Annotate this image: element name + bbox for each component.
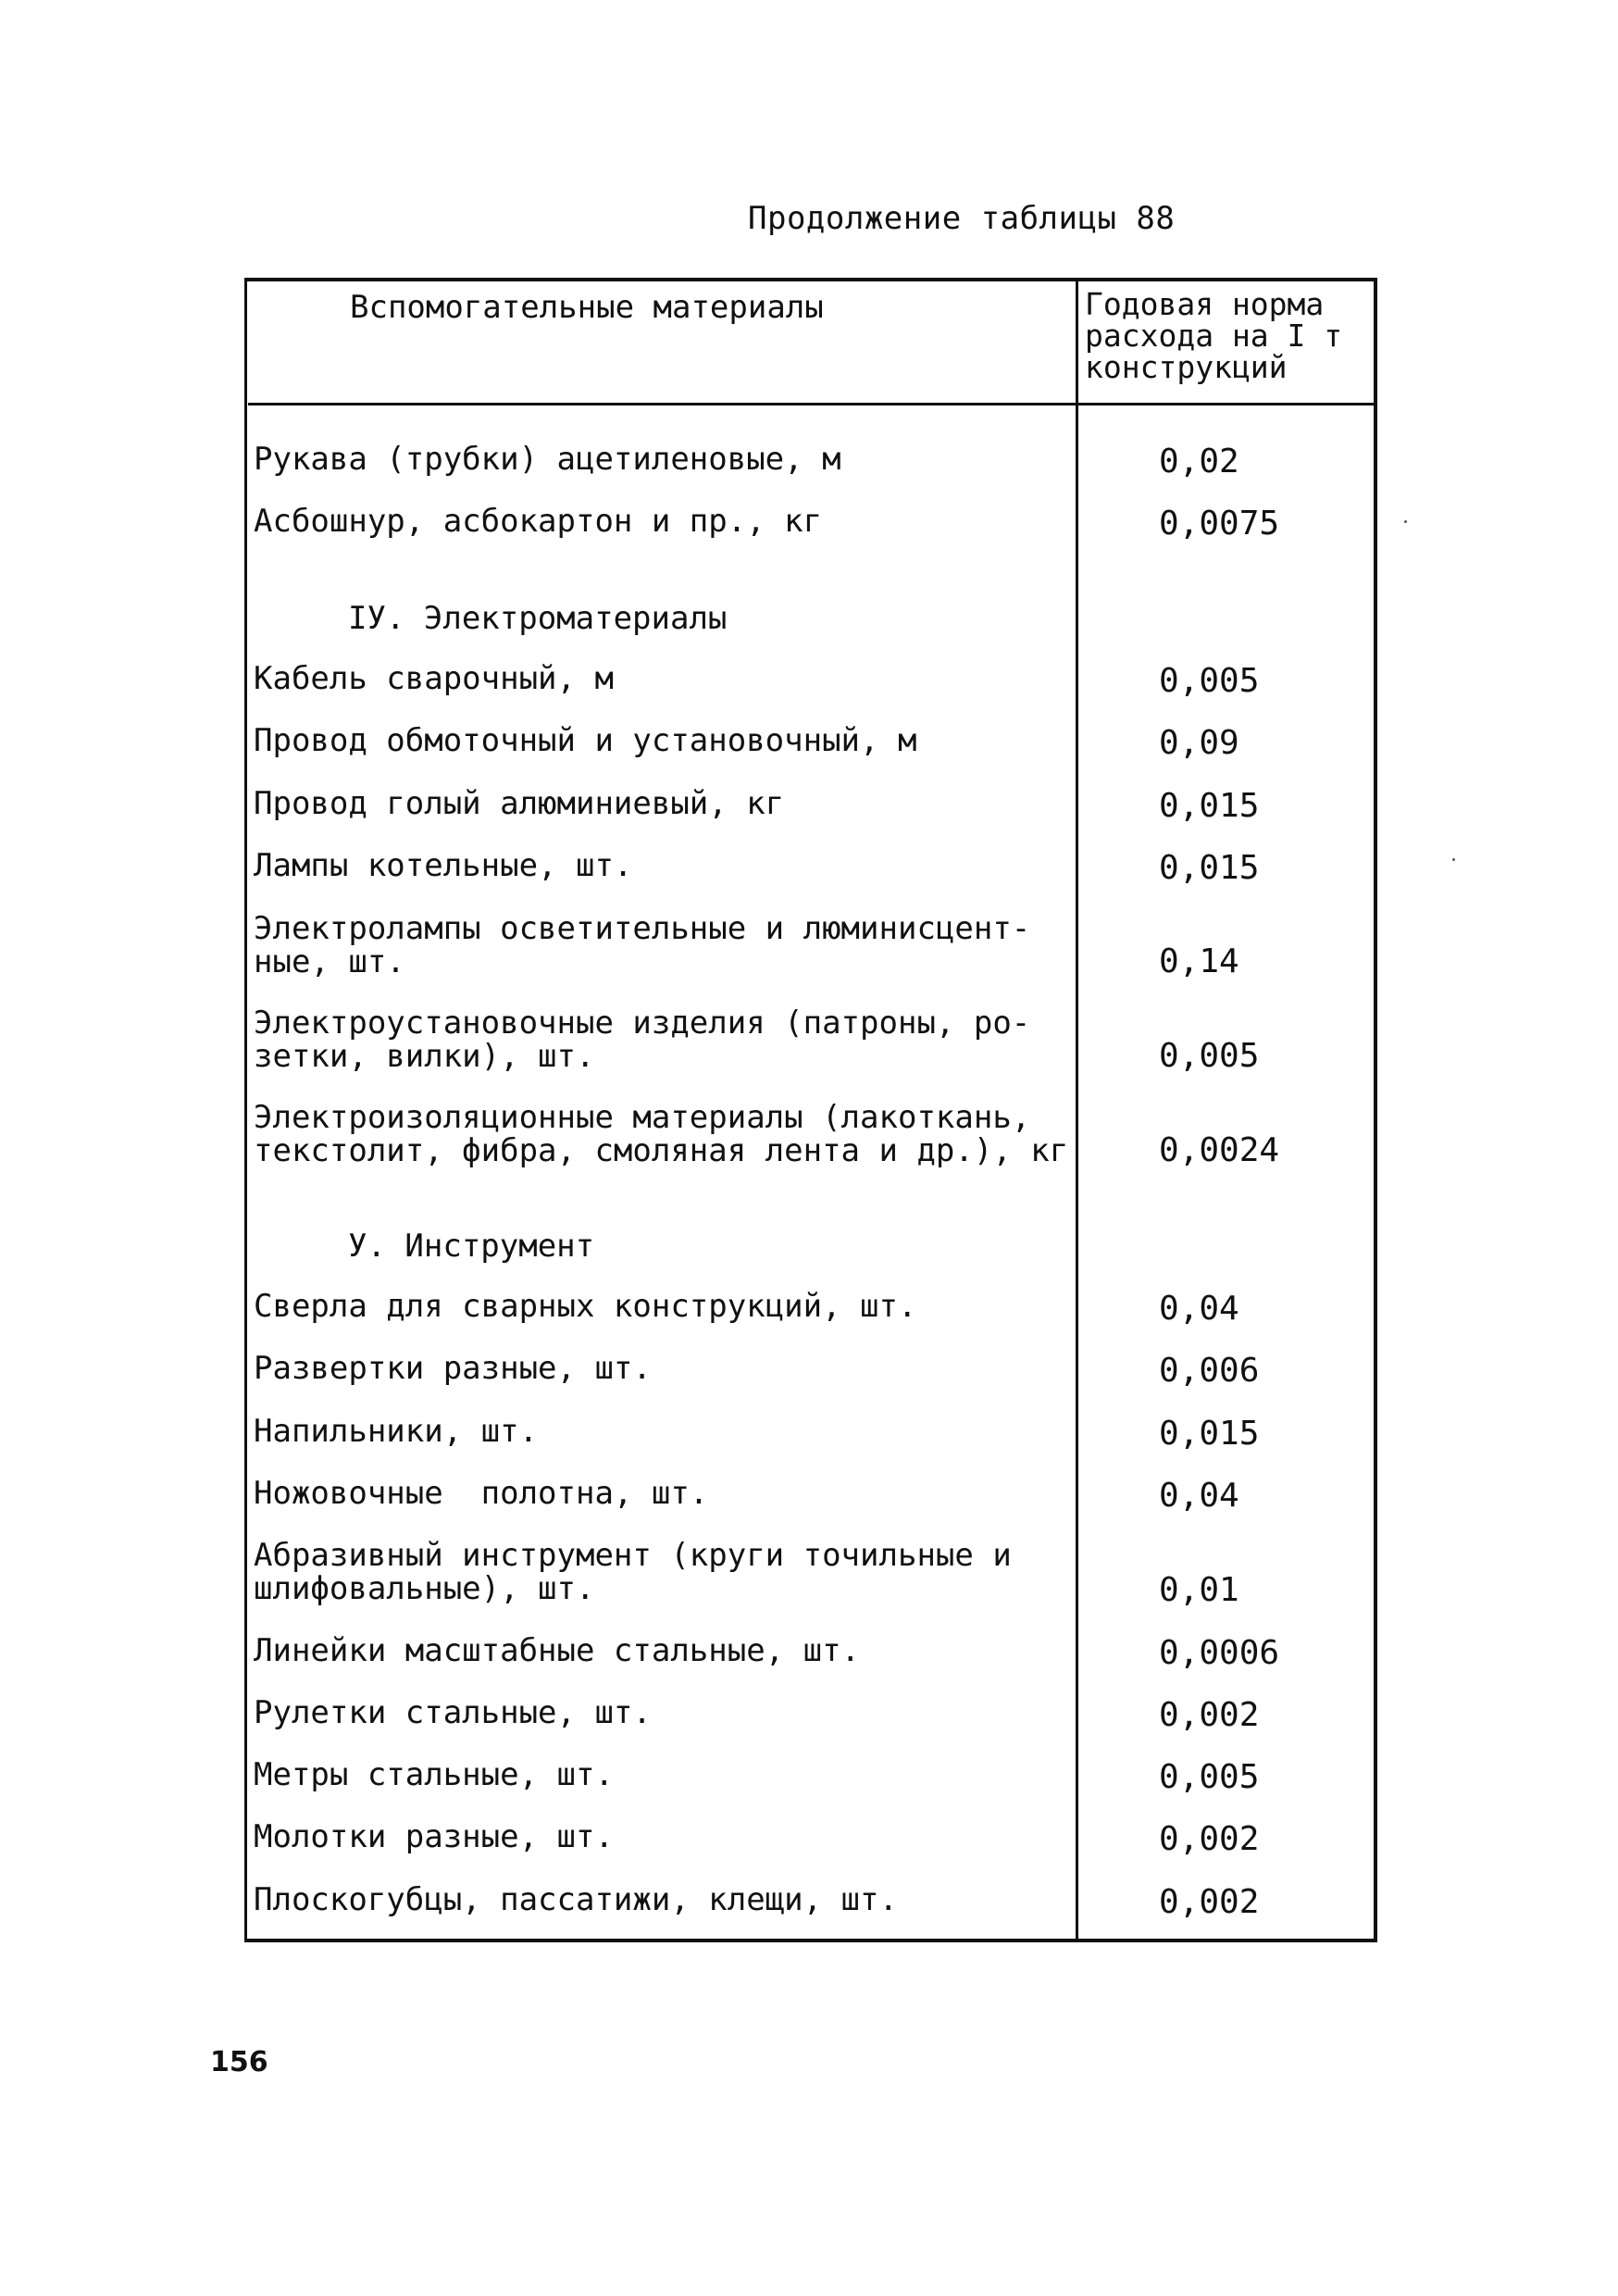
row-name: Линейки масштабные стальные, шт.	[254, 1632, 861, 1669]
page-number: 156	[210, 2046, 268, 2078]
header-materials: Вспомогательные материалы	[350, 289, 824, 326]
row-name-line: шлифовальные), шт.	[254, 1570, 595, 1607]
row-value: 0,01	[1159, 1571, 1239, 1609]
row-value: 0,015	[1159, 787, 1260, 825]
row-name: Рулетки стальные, шт.	[254, 1694, 652, 1731]
row-name: Рукава (трубки) ацетиленовые, м	[254, 441, 841, 478]
row-name: Молотки разные, шт.	[254, 1818, 614, 1855]
row-name: Метры стальные, шт.	[254, 1756, 614, 1793]
row-value: 0,005	[1159, 662, 1260, 700]
row-value: 0,002	[1159, 1883, 1260, 1921]
row-value: 0,002	[1159, 1820, 1260, 1858]
row-value: 0,04	[1159, 1290, 1239, 1328]
row-value: 0,0075	[1159, 505, 1280, 543]
row-name: Лампы котельные, шт.	[254, 847, 633, 884]
row-value: 0,09	[1159, 724, 1239, 762]
row-name-line: зетки, вилки), шт.	[254, 1038, 595, 1075]
table-caption: Продолжение таблицы 88	[748, 200, 1176, 237]
row-name: Кабель сварочный, м	[254, 660, 614, 697]
row-name-line: Электроизоляционные материалы (лакоткань,	[254, 1099, 1031, 1136]
row-name-line: Абразивный инструмент (круги точильные и	[254, 1537, 1012, 1574]
row-value: 0,0006	[1159, 1634, 1280, 1672]
header-norm-line: Годовая норма	[1085, 286, 1325, 322]
row-value: 0,005	[1159, 1037, 1260, 1075]
header-annual-norm	[1085, 286, 1372, 385]
row-name: Провод голый алюминиевый, кг	[254, 785, 785, 822]
section-heading: IУ. Электроматериалы	[348, 600, 728, 637]
row-name: Провод обмоточный и установочный, м	[254, 722, 917, 759]
row-value: 0,015	[1159, 849, 1260, 887]
column-divider	[1076, 278, 1078, 1942]
header-norm-line: расхода на I т	[1085, 318, 1343, 354]
row-value: 0,0024	[1159, 1131, 1280, 1169]
row-name-line: Электроустановочные изделия (патроны, ро-	[254, 1004, 1031, 1042]
row-value: 0,02	[1159, 443, 1239, 480]
row-name-line: текстолит, фибра, смоляная лента и др.), кг	[254, 1132, 1069, 1169]
row-name: Асбошнур, асбокартон и пр., кг	[254, 503, 823, 540]
scan-speck	[1452, 858, 1455, 861]
row-value: 0,005	[1159, 1758, 1260, 1796]
row-value: 0,006	[1159, 1352, 1260, 1390]
row-name: Развертки разные, шт.	[254, 1350, 652, 1387]
header-divider	[248, 403, 1375, 406]
row-value: 0,015	[1159, 1415, 1260, 1453]
scan-speck	[1404, 520, 1407, 523]
row-name: Плоскогубцы, пассатижи, клещи, шт.	[254, 1881, 898, 1918]
row-name: Напильники, шт.	[254, 1413, 539, 1450]
row-value: 0,002	[1159, 1696, 1260, 1734]
row-name-line: Электролампы осветительные и люминисцент-	[254, 910, 1031, 947]
row-name: Ножовочные полотна, шт.	[254, 1475, 709, 1512]
section-heading: У. Инструмент	[348, 1228, 595, 1265]
row-value: 0,14	[1159, 942, 1239, 980]
row-name: Сверла для сварных конструкций, шт.	[254, 1288, 917, 1325]
row-value: 0,04	[1159, 1477, 1239, 1515]
header-norm-line: конструкций	[1085, 349, 1288, 385]
row-name-line: ные, шт.	[254, 943, 405, 980]
